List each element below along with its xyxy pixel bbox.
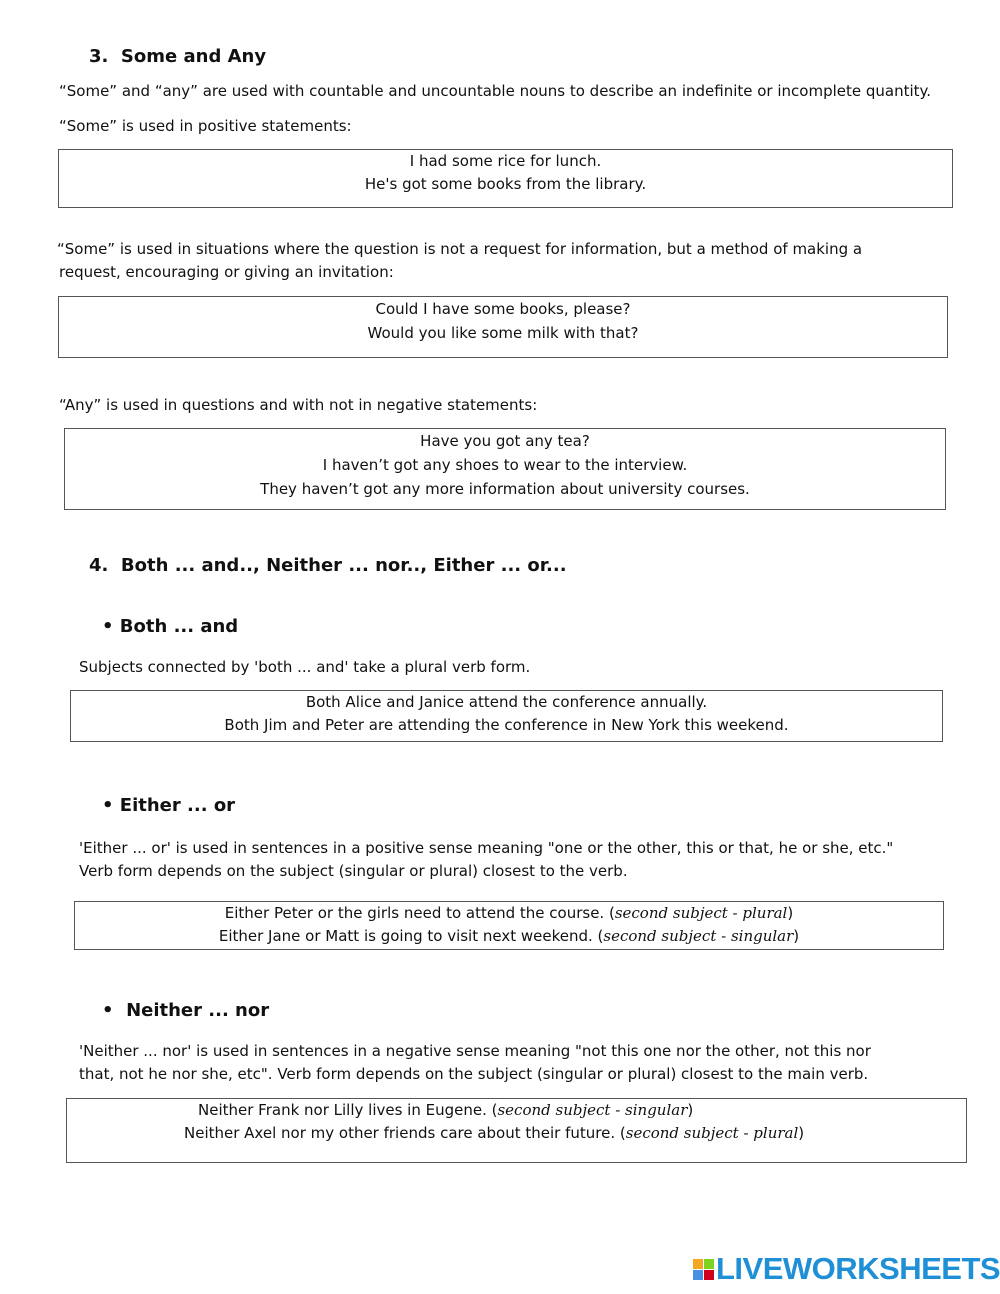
request-examples-box xyxy=(58,296,948,358)
neither-heading xyxy=(102,1000,269,1021)
example-text: Either Peter or the girls need to attend the course. ( xyxy=(224,904,615,922)
brand-name: LIVEWORKSHEETS xyxy=(716,1251,1000,1286)
example-close: ) xyxy=(793,927,800,945)
example-note: second subject - singular xyxy=(497,1101,688,1119)
logo-square xyxy=(704,1270,714,1280)
request-label-line-2: request, encouraging or giving an invitation: xyxy=(59,263,394,281)
bullet-icon: • xyxy=(102,795,114,816)
example-line xyxy=(67,1099,966,1122)
both-examples-box xyxy=(70,690,943,742)
request-label-line-1: “Some” is used in situations where the question is not a request for information, but a method of making a xyxy=(57,240,863,258)
logo-square xyxy=(704,1259,714,1269)
example-text: Neither Axel nor my other friends care about their future. ( xyxy=(184,1124,626,1142)
bullet-icon: • xyxy=(102,616,114,637)
any-label: “Any” is used in questions and with not in negative statements: xyxy=(59,396,538,414)
section-4-title: Both ... and.., Neither ... nor.., Either ... or... xyxy=(120,555,567,576)
positive-examples-box xyxy=(58,149,953,208)
example-text: Neither Frank nor Lilly lives in Eugene. ( xyxy=(198,1101,498,1119)
example-line: Both Jim and Peter are attending the conference in New York this weekend. xyxy=(224,716,789,734)
section-3-number: 3. xyxy=(89,46,109,67)
example-line xyxy=(75,925,943,948)
any-examples-box xyxy=(64,428,946,510)
example-note: second subject - singular xyxy=(603,927,794,945)
example-note: second subject - plural xyxy=(614,904,788,922)
example-close: ) xyxy=(687,1101,694,1119)
example-line: Have you got any tea? xyxy=(420,432,590,450)
bullet-icon: • xyxy=(102,1000,114,1021)
both-title: Both ... and xyxy=(119,616,239,637)
neither-title: Neither ... nor xyxy=(126,1000,270,1021)
neither-description-line-1: 'Neither ... nor' is used in sentences in a negative sense meaning "not this one nor the other, not this nor xyxy=(79,1042,871,1060)
logo-square xyxy=(693,1270,703,1280)
either-heading xyxy=(102,795,235,816)
positive-statements-label: “Some” is used in positive statements: xyxy=(59,117,352,135)
either-title: Either ... or xyxy=(119,795,236,816)
example-line: Both Alice and Janice attend the conference annually. xyxy=(305,693,708,711)
section-3-title: Some and Any xyxy=(120,46,267,67)
example-close: ) xyxy=(798,1124,805,1142)
liveworksheets-logo-icon xyxy=(693,1259,714,1280)
both-description: Subjects connected by 'both ... and' take a plural verb form. xyxy=(79,658,531,676)
example-close: ) xyxy=(787,904,794,922)
example-line xyxy=(67,1122,966,1145)
example-line: Could I have some books, please? xyxy=(375,300,631,318)
section-4-number: 4. xyxy=(89,555,109,576)
either-description-line-2: Verb form depends on the subject (singular or plural) closest to the verb. xyxy=(79,862,628,880)
section-3-intro: “Some” and “any” are used with countable and uncountable nouns to describe an indefinite or incomplete quantity. xyxy=(59,82,932,100)
either-examples-box xyxy=(74,901,944,950)
section-4-heading xyxy=(89,555,567,576)
both-heading xyxy=(102,616,238,637)
neither-description-line-2: that, not he nor she, etc". Verb form depends on the subject (singular or plural) closest to the main verb. xyxy=(79,1065,869,1083)
example-line xyxy=(75,902,943,925)
liveworksheets-logo[interactable] xyxy=(693,1251,1000,1287)
example-text: Either Jane or Matt is going to visit next weekend. ( xyxy=(218,927,604,945)
example-line: Would you like some milk with that? xyxy=(367,324,639,342)
example-line: They haven’t got any more information about university courses. xyxy=(260,480,750,498)
example-line: I haven’t got any shoes to wear to the interview. xyxy=(322,456,688,474)
logo-square xyxy=(693,1259,703,1269)
neither-examples-box xyxy=(66,1098,967,1163)
either-description-line-1: 'Either ... or' is used in sentences in a positive sense meaning "one or the other, this or that, he or she, etc." xyxy=(79,839,894,857)
example-line: He's got some books from the library. xyxy=(364,175,647,193)
example-line: I had some rice for lunch. xyxy=(409,152,602,170)
section-3-heading xyxy=(89,46,266,67)
example-note: second subject - plural xyxy=(625,1124,799,1142)
